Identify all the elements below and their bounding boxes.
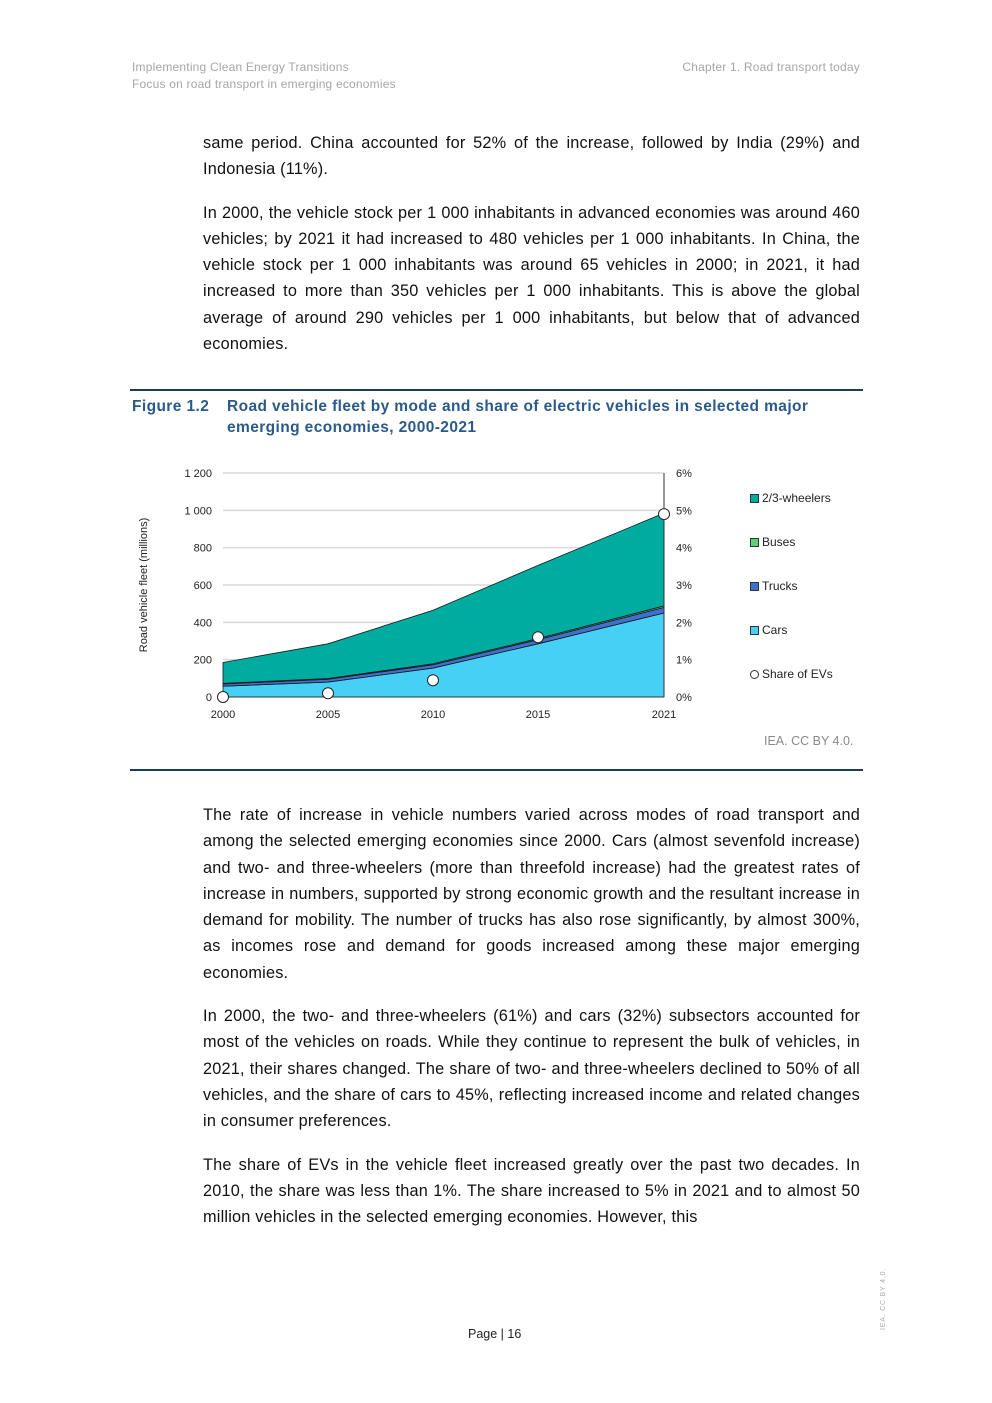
y-tick-label: 1 000 <box>184 505 212 518</box>
legend-marker <box>750 670 759 679</box>
legend-item-trucks <box>750 579 798 593</box>
y2-tick-label: 2% <box>676 617 692 630</box>
area-chart <box>130 455 730 730</box>
figure-number: Figure 1.2 <box>132 398 210 415</box>
ev-share-point <box>323 688 334 699</box>
legend-item-cars <box>750 623 787 637</box>
report-title: Implementing Clean Energy Transitions <box>132 60 349 74</box>
legend-label: Trucks <box>762 579 798 593</box>
body-text-bottom <box>203 802 860 1247</box>
side-credit: IEA. CC BY 4.0. <box>880 1267 887 1330</box>
figure-title: Road vehicle fleet by mode and share of electric vehicles in selected major emerging economies, 2000-2021 <box>227 398 809 436</box>
y2-tick-label: 4% <box>676 542 692 555</box>
legend-label: Buses <box>762 535 796 549</box>
figure-credit: IEA. CC BY 4.0. <box>764 734 854 748</box>
x-tick-label: 2021 <box>651 709 677 721</box>
x-tick-label: 2015 <box>525 709 551 721</box>
paragraph: same period. China accounted for 52% of the increase, followed by India (29%) and Indonesia (11%). <box>203 134 860 179</box>
page-number: Page | 16 <box>468 1327 522 1341</box>
body-text-top <box>203 130 860 374</box>
paragraph: In 2000, the vehicle stock per 1 000 inhabitants in advanced economies was around 460 vehicles; by 2021 it had increased to 480 vehicles per 1 000 inhabitants. In China, the vehicle stock per 1 000 inhabitants was around 65 vehicles in 2000; in 2021, it had increased to more than 350 vehicles per 1 000 inhabitants. This is above the global average of around 290 vehicles per 1 000 inhabitants, but below that of advanced economies. <box>203 203 860 354</box>
figure-top-rule <box>130 389 863 391</box>
running-header-left <box>132 59 396 93</box>
legend-label: Cars <box>762 623 788 637</box>
x-tick-label: 2000 <box>210 709 236 721</box>
ev-share-point <box>533 632 544 643</box>
y-tick-label: 1 200 <box>184 468 212 480</box>
y-tick-label: 600 <box>193 580 212 592</box>
y2-tick-label: 6% <box>676 468 692 480</box>
legend-item-share-evs <box>750 667 833 681</box>
x-tick-label: 2005 <box>315 709 341 721</box>
y-tick-label: 200 <box>193 654 212 667</box>
legend-swatch <box>750 582 759 591</box>
ev-share-point <box>428 675 439 686</box>
legend-swatch <box>750 626 759 635</box>
legend-label: Share of EVs <box>762 667 833 681</box>
paragraph: In 2000, the two- and three-wheelers (61%) and cars (32%) subsectors accounted for most of the vehicles on roads. While they continue to represent the bulk of vehicles, in 2021, their shares changed. The share of two- and three-wheelers declined to 50% of all vehicles, and the share of cars to 45%, reflecting increased income and related changes in consumer preferences. <box>203 1007 860 1131</box>
paragraph: The share of EVs in the vehicle fleet increased greatly over the past two decades. In 2010, the share was less than 1%. The share increased to 5% in 2021 and to almost 50 million vehicles in the selected emerging economies. However, this <box>203 1155 860 1227</box>
y-axis-label: Road vehicle fleet (millions) <box>138 517 150 653</box>
ev-share-point <box>218 692 229 703</box>
y-tick-label: 800 <box>193 542 212 555</box>
y2-tick-label: 1% <box>676 654 692 667</box>
chapter-header: Chapter 1. Road transport today <box>682 60 860 74</box>
y-tick-label: 400 <box>193 617 212 630</box>
y-tick-label: 0 <box>205 692 212 704</box>
legend-swatch <box>750 538 759 547</box>
legend-item-buses <box>750 535 795 549</box>
y2-tick-label: 0% <box>676 692 692 704</box>
paragraph: The rate of increase in vehicle numbers varied across modes of road transport and among the selected emerging economies since 2000. Cars (almost sevenfold increase) and two- and three-wheelers (more than threefold increase) had the greatest rates of increase in numbers, supported by strong economic growth and the resultant increase in demand for mobility. The number of trucks has also rose significantly, by almost 300%, as incomes rose and demand for goods increased among these major emerging economies. <box>203 806 860 982</box>
ev-share-point <box>659 509 670 520</box>
legend-item-2-3-wheelers <box>750 491 831 505</box>
legend-swatch <box>750 494 759 503</box>
figure-bottom-rule <box>130 769 863 771</box>
y2-tick-label: 5% <box>676 505 692 518</box>
report-subtitle: Focus on road transport in emerging economies <box>132 77 396 91</box>
x-tick-label: 2010 <box>420 709 446 721</box>
y2-tick-label: 3% <box>676 580 692 592</box>
legend-label: 2/3-wheelers <box>762 491 831 505</box>
